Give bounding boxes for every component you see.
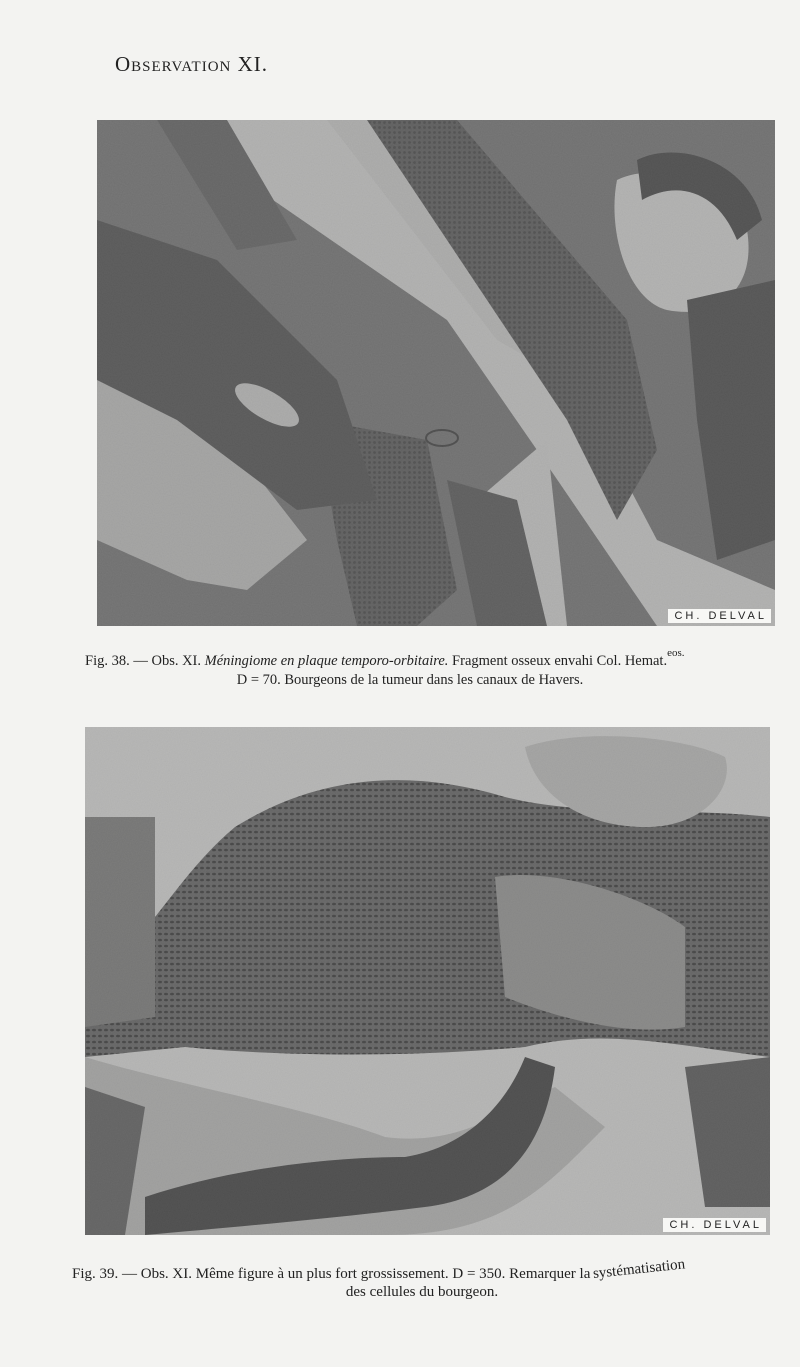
caption-description: Fragment osseux envahi Col. Hemat.	[452, 653, 668, 669]
caption-label: Fig. 38. — Obs. XI.	[85, 653, 202, 669]
page-header: Observation XI.	[115, 52, 269, 76]
caption-rotated-word: systématisation	[592, 1256, 687, 1283]
figure-39-micrograph	[85, 727, 770, 1235]
figure-39-caption	[72, 1256, 772, 1301]
figure-38-micrograph	[97, 120, 775, 626]
caption-superscript: eos.	[667, 647, 685, 659]
caption-line-2: D = 70. Bourgeons de la tumeur dans les canaux de Havers.	[236, 672, 584, 688]
photo-credit: CH. DELVAL	[668, 609, 771, 623]
caption-line-2: des cellules du bourgeon.	[345, 1284, 499, 1300]
photo-credit: CH. DELVAL	[663, 1218, 766, 1232]
figure-38-caption	[85, 647, 775, 689]
caption-italic-title: Méningiome en plaque temporo-orbitaire.	[204, 653, 449, 669]
caption-line-1: Fig. 39. — Obs. XI. Même figure à un plus fort grossissement. D = 350. Remarquer la	[72, 1266, 591, 1282]
